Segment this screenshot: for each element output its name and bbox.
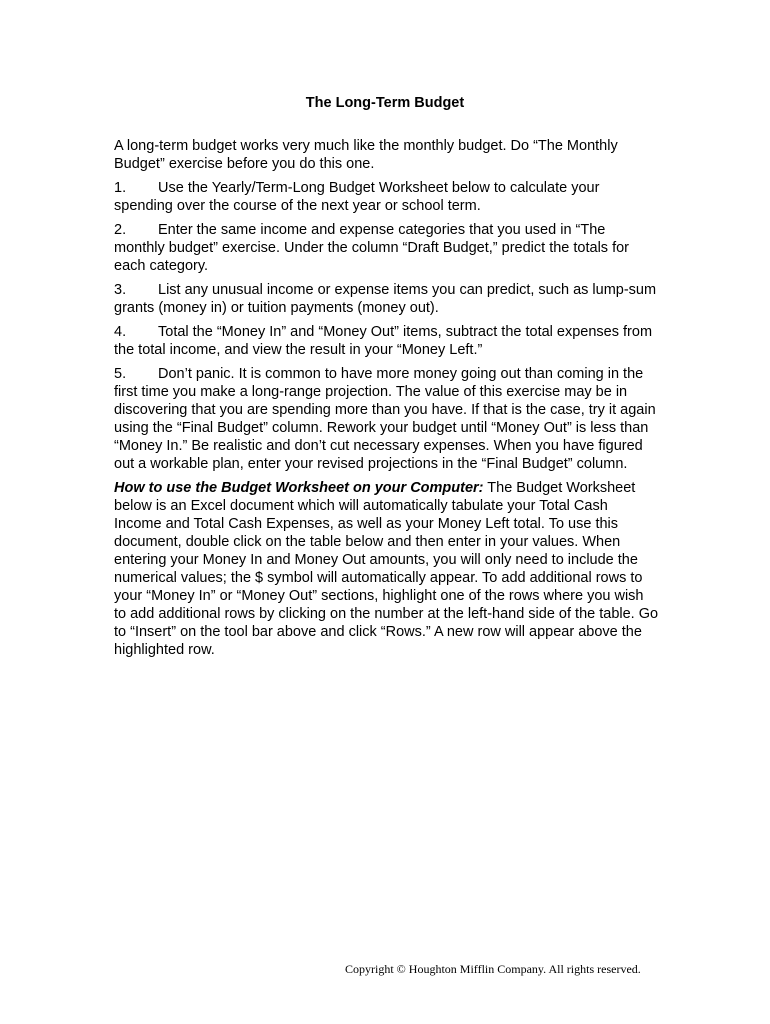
document-body bbox=[114, 137, 659, 665]
step-item-5 bbox=[114, 365, 659, 473]
step-number: 1. bbox=[114, 180, 127, 196]
step-text: List any unusual income or expense items you can predict, such as lump-sum grants (money in) or tuition payments (money out). bbox=[114, 282, 657, 316]
step-text: Use the Yearly/Term-Long Budget Worksheet below to calculate your spending over the course of the next year or school term. bbox=[114, 180, 600, 214]
step-number: 4. bbox=[114, 324, 127, 340]
intro-paragraph: A long-term budget works very much like the monthly budget. Do “The Monthly Budget” exercise before you do this one. bbox=[114, 138, 618, 172]
step-item-4 bbox=[114, 323, 659, 359]
step-item-1 bbox=[114, 179, 659, 215]
how-to-heading: How to use the Budget Worksheet on your Computer: bbox=[114, 480, 484, 496]
step-number: 5. bbox=[114, 366, 127, 382]
step-text: Enter the same income and expense categories that you used in “The monthly budget” exercise. Under the column “Draft Budget,” predict the totals for each category. bbox=[114, 222, 629, 274]
copyright-notice: Copyright © Houghton Mifflin Company. All rights reserved. bbox=[345, 962, 641, 976]
step-item-2 bbox=[114, 221, 659, 275]
how-to-text: The Budget Worksheet below is an Excel document which will automatically tabulate your Total Cash Income and Total Cash Expenses, as well as your Money Left total. To use this document, double click on the table below and then enter in your values. When entering your Money In and Money Out amounts, you will only need to include the numerical values; the $ symbol will automatically appear. To add additional rows to your “Money In” or “Money Out” sections, highlight one of the rows where you wish to add additional rows by clicking on the number at the left-hand side of the table. Go to “Insert” on the tool bar above and click “Rows.” A new row will appear above the highlighted row. bbox=[114, 480, 659, 658]
step-text: Don’t panic. It is common to have more money going out than coming in the first time you make a long-range projection. The value of this exercise may be in discovering that you are spending more than you have. If that is the case, try it again using the “Final Budget” column. Rework your budget until “Money Out” is less than “Money In.” Be realistic and don’t cut necessary expenses. When you have figured out a workable plan, enter your revised projections in the “Final Budget” column. bbox=[114, 366, 656, 472]
page-title: The Long-Term Budget bbox=[305, 95, 465, 111]
how-to-paragraph bbox=[114, 479, 659, 659]
step-number: 2. bbox=[114, 222, 127, 238]
step-number: 3. bbox=[114, 282, 127, 298]
step-text: Total the “Money In” and “Money Out” items, subtract the total expenses from the total income, and view the result in your “Money Left.” bbox=[114, 324, 653, 358]
step-item-3 bbox=[114, 281, 659, 317]
